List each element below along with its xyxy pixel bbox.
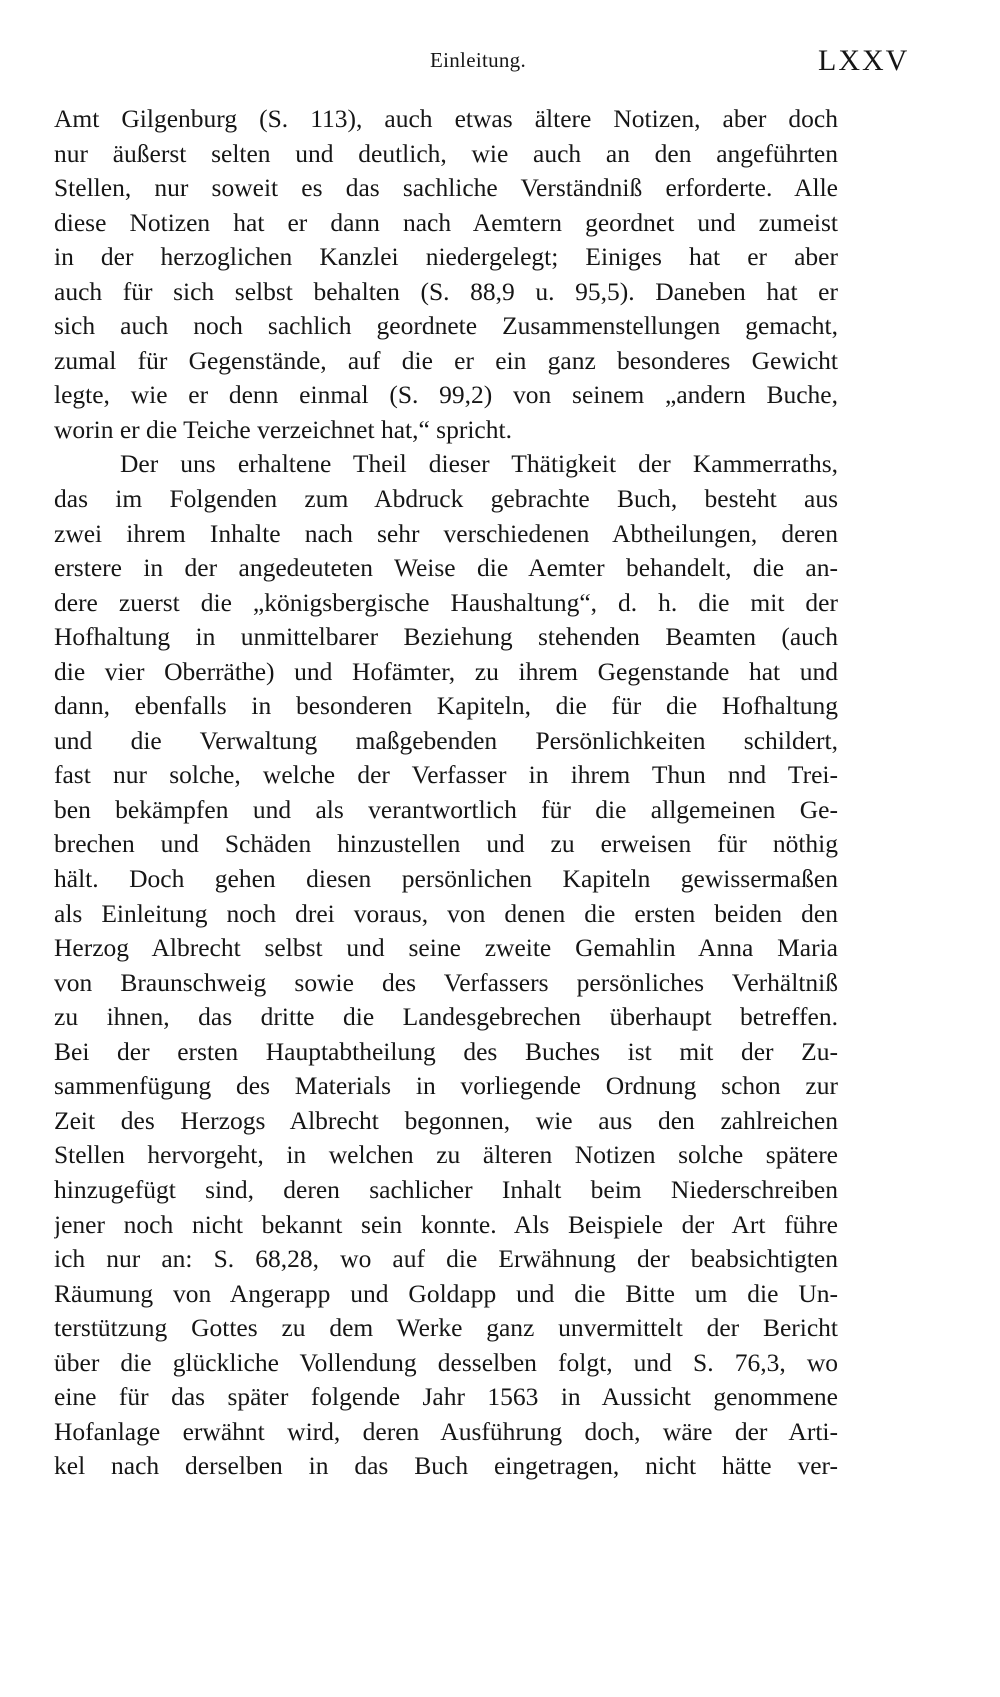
text-line: Herzog Albrecht selbst und seine zweite Gemahlin Anna Maria [54,933,838,963]
text-line: über die glückliche Vollendung desselben folgt, und S. 76,3, wo [54,1347,838,1377]
text-line: als Einleitung noch drei voraus, von denen die ersten beiden den [54,898,838,928]
text-line: fast nur solche, welche der Verfasser in ihrem Thun nnd Trei- [54,760,838,790]
text-line: jener noch nicht bekannt sein konnte. Als Beispiele der Art führe [54,1209,838,1239]
text-line: Zeit des Herzogs Albrecht begonnen, wie aus den zahlreichen [54,1105,838,1135]
text-line: sammenfügung des Materials in vorliegende Ordnung schon zur [54,1071,838,1101]
text-line: Stellen hervorgeht, in welchen zu älteren Notizen solche spätere [54,1140,838,1170]
text-line: zu ihnen, das dritte die Landesgebrechen überhaupt betreffen. [54,1002,838,1032]
text-line: nur äußerst selten und deutlich, wie auch an den angeführten [54,138,838,168]
text-line: sich auch noch sachlich geordnete Zusammenstellungen gemacht, [54,311,838,341]
text-line: und die Verwaltung maßgebenden Persönlichkeiten schildert, [54,725,838,755]
text-line: das im Folgenden zum Abdruck gebrachte Buch, besteht aus [54,484,838,514]
text-line: zwei ihrem Inhalte nach sehr verschiedenen Abtheilungen, deren [54,518,838,548]
text-line: kel nach derselben in das Buch eingetragen, nicht hätte ver- [54,1451,838,1481]
text-line: dann, ebenfalls in besonderen Kapiteln, die für die Hofhaltung [54,691,838,721]
paragraph-start-line: Der uns erhaltene Theil dieser Thätigkeit der Kammerraths, [120,449,838,479]
text-line: Hofhaltung in unmittelbarer Beziehung stehenden Beamten (auch [54,622,838,652]
text-line: legte, wie er denn einmal (S. 99,2) von seinem „andern Buche, [54,380,838,410]
text-line: Bei der ersten Hauptabtheilung des Buches ist mit der Zu- [54,1036,838,1066]
text-line: Amt Gilgenburg (S. 113), auch etwas ältere Notizen, aber doch [54,104,838,133]
text-line: eine für das später folgende Jahr 1563 in Aussicht genommene [54,1382,838,1412]
text-line: brechen und Schäden hinzustellen und zu erweisen für nöthig [54,829,838,859]
text-line: Räumung von Angerapp und Goldapp und die Bitte um die Un- [54,1278,838,1308]
text-line: dere zuerst die „königsbergische Haushaltung“, d. h. die mit der [54,587,838,617]
text-line: in der herzoglichen Kanzlei niedergelegt; Einiges hat er aber [54,242,838,272]
text-line: hält. Doch gehen diesen persönlichen Kapiteln gewissermaßen [54,864,838,894]
text-line: terstützung Gottes zu dem Werke ganz unvermittelt der Bericht [54,1313,838,1343]
text-line: ben bekämpfen und als verantwortlich für die allgemeinen Ge- [54,794,838,824]
paragraph-end-line: worin er die Teiche verzeichnet hat,“ spricht. [54,414,512,444]
body-text [54,102,838,1484]
text-line: hinzugefügt sind, deren sachlicher Inhalt beim Niederschreiben [54,1174,838,1204]
text-line: erstere in der angedeuteten Weise die Aemter behandelt, die an- [54,553,838,583]
running-head-title: Einleitung. [430,48,527,72]
text-line: diese Notizen hat er dann nach Aemtern geordnet und zumeist [54,207,838,237]
text-line: ich nur an: S. 68,28, wo auf die Erwähnung der beabsichtigten [54,1244,838,1274]
running-head [0,44,1000,84]
text-line: Hofanlage erwähnt wird, deren Ausführung doch, wäre der Arti- [54,1416,838,1446]
text-line: Stellen, nur soweit es das sachliche Verständniß erforderte. Alle [54,173,838,203]
text-line: von Braunschweig sowie des Verfassers persönliches Verhältniß [54,967,838,997]
text-line: die vier Oberräthe) und Hofämter, zu ihrem Gegenstande hat und [54,656,838,686]
text-line: zumal für Gegenstände, auf die er ein ganz besonderes Gewicht [54,345,838,375]
page-number: LXXV [818,44,910,77]
text-line: auch für sich selbst behalten (S. 88,9 u. 95,5). Daneben hat er [54,276,838,306]
